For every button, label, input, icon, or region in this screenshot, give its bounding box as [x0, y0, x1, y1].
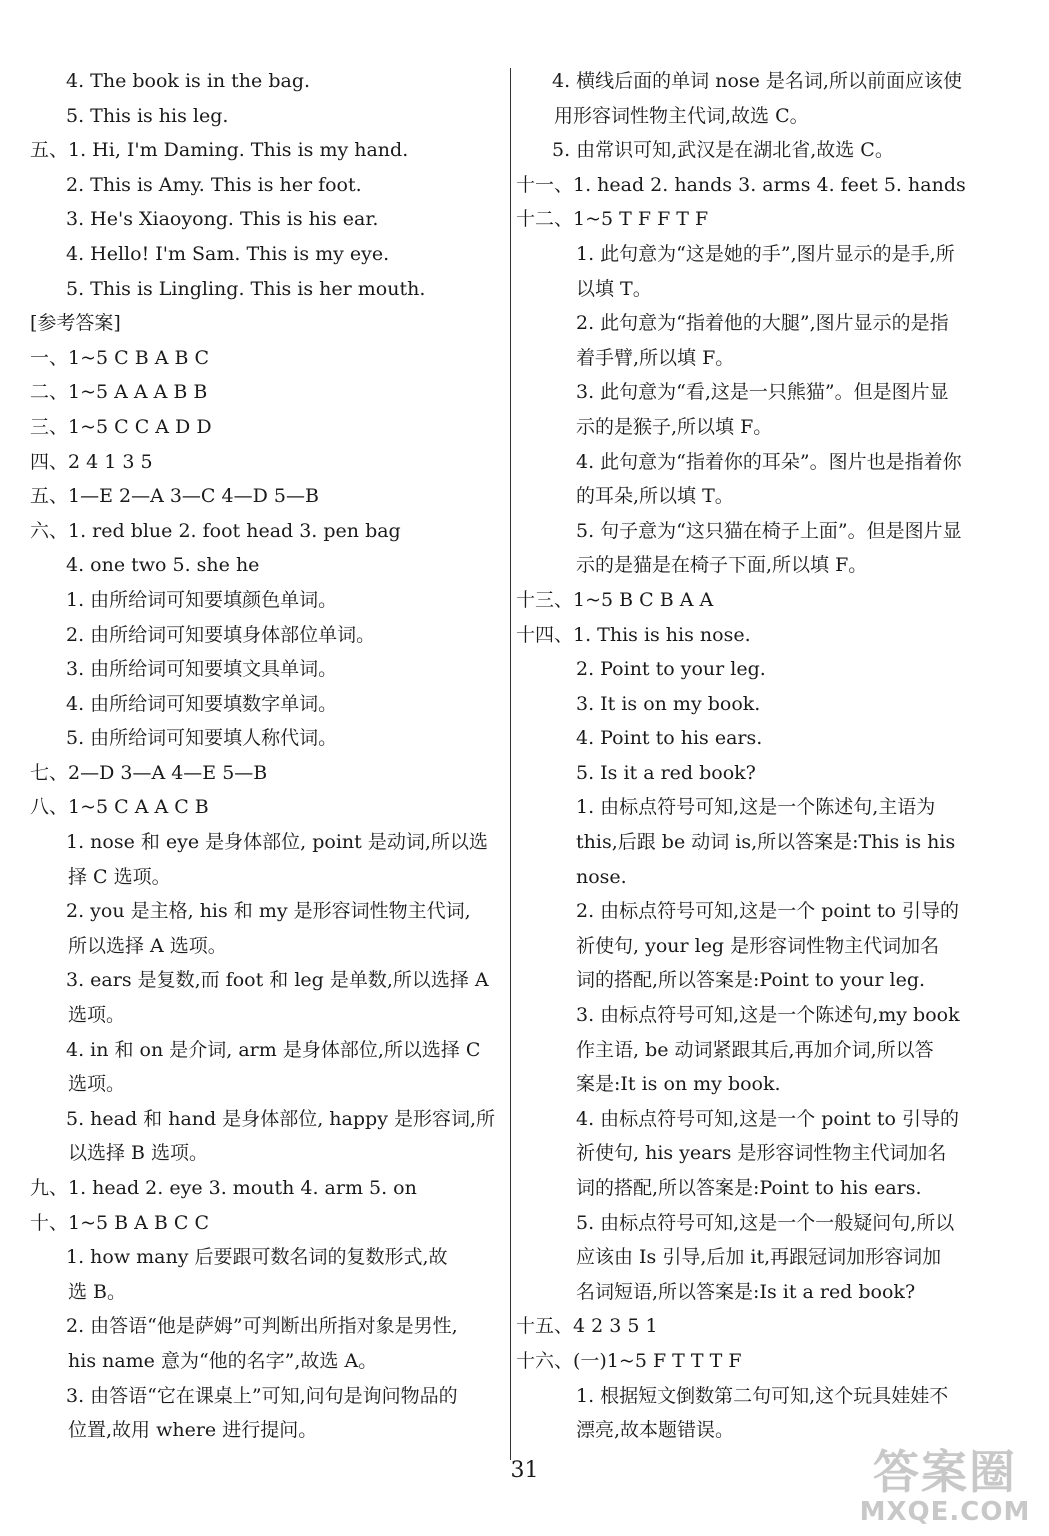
left-line: 2. 由答语“他是萨姆”可判断出所指对象是男性,: [66, 1315, 458, 1338]
left-line: 十、1~5 B A B C C: [30, 1211, 210, 1234]
left-line: 2. you 是主格, his 和 my 是形容词性物主代词,: [66, 900, 471, 923]
right-line: 十一、1. head 2. hands 3. arms 4. feet 5. hands: [516, 173, 966, 196]
watermark-url: MXQE.COM: [859, 1497, 1031, 1527]
right-line: 1. 由标点符号可知,这是一个陈述句,主语为: [576, 796, 936, 819]
right-line: 2. Point to your leg.: [576, 658, 766, 681]
right-line: 2. 此句意为“指着他的大腿”,图片显示的是指: [576, 312, 949, 335]
right-line: 2. 由标点符号可知,这是一个 point to 引导的: [576, 900, 959, 923]
right-line: 5. 句子意为“这只猫在椅子上面”。但是图片显: [576, 519, 962, 542]
right-line: 5. 由标点符号可知,这是一个一般疑问句,所以: [576, 1211, 955, 1234]
left-line: 1. how many 后要跟可数名词的复数形式,故: [66, 1246, 448, 1269]
right-line: 示的是猴子,所以填 F。: [576, 415, 773, 438]
left-line: 六、1. red blue 2. foot head 3. pen bag: [30, 519, 401, 542]
right-line: 十三、1~5 B C B A A: [516, 588, 714, 611]
right-line: 用形容词性物主代词,故选 C。: [554, 104, 809, 127]
right-line: this,后跟 be 动词 is,所以答案是:This is his: [576, 831, 956, 854]
left-line: 5. 由所给词可知要填人称代词。: [66, 727, 338, 750]
watermark-logo: [855, 1446, 1035, 1530]
right-line: 4. 由标点符号可知,这是一个 point to 引导的: [576, 1107, 959, 1130]
right-line: 着手臂,所以填 F。: [576, 346, 735, 369]
right-line: 十二、1~5 T F F T F: [516, 208, 709, 231]
left-line: [参考答案]: [30, 312, 121, 335]
left-line: 五、1. Hi, I'm Daming. This is my hand.: [30, 139, 409, 162]
right-line: 作主语, be 动词紧跟其后,再加介词,所以答: [576, 1038, 934, 1061]
left-line: 四、2 4 1 3 5: [30, 450, 153, 473]
right-line: 名词短语,所以答案是:Is it a red book?: [576, 1280, 916, 1303]
right-line: 词的搭配,所以答案是:Point to his ears.: [576, 1177, 922, 1199]
right-line: 漂亮,故本题错误。: [576, 1419, 735, 1442]
right-line: 应该由 Is 引导,后加 it,再跟冠词加形容词加: [576, 1246, 942, 1269]
right-line: 十四、1. This is his nose.: [516, 623, 751, 646]
left-line: 5. This is his leg.: [66, 104, 229, 127]
right-line: nose.: [576, 865, 627, 888]
right-line: 的耳朵,所以填 T。: [576, 485, 734, 508]
left-line: 3. 由答语“它在课桌上”可知,问句是询问物品的: [66, 1384, 458, 1407]
watermark-title: 答案圈: [873, 1445, 1017, 1499]
left-column: [30, 64, 500, 1448]
right-line: 4. 此句意为“指着你的耳朵”。图片也是指着你: [576, 450, 962, 473]
left-line: his name 意为“他的名字”,故选 A。: [68, 1349, 378, 1372]
left-line: 选项。: [68, 1073, 126, 1096]
left-line: 五、1—E 2—A 3—C 4—D 5—B: [30, 485, 319, 508]
right-line: 以填 T。: [576, 277, 652, 300]
left-line: 三、1~5 C C A D D: [30, 415, 212, 438]
right-line: 1. 根据短文倒数第二句可知,这个玩具娃娃不: [576, 1384, 949, 1407]
right-line: 3. 由标点符号可知,这是一个陈述句,my book: [576, 1004, 960, 1027]
right-line: 4. Point to his ears.: [576, 727, 763, 750]
left-line: 4. 由所给词可知要填数字单词。: [66, 692, 338, 715]
left-line: 5. head 和 hand 是身体部位, happy 是形容词,所: [66, 1107, 496, 1130]
right-line: 示的是猫是在椅子下面,所以填 F。: [576, 554, 868, 577]
left-line: 3. He's Xiaoyong. This is his ear.: [66, 208, 379, 231]
left-line: 1. nose 和 eye 是身体部位, point 是动词,所以选: [66, 831, 488, 854]
left-line: 择 C 选项。: [68, 865, 171, 888]
left-line: 4. one two 5. she he: [66, 554, 260, 577]
left-line: 选项。: [68, 1004, 126, 1027]
left-line: 4. in 和 on 是介词, arm 是身体部位,所以选择 C: [66, 1038, 481, 1061]
right-line: 4. 横线后面的单词 nose 是名词,所以前面应该使: [552, 70, 962, 92]
left-line: 七、2—D 3—A 4—E 5—B: [30, 761, 268, 784]
right-line: 祈使句, your leg 是形容词性物主代词加名: [576, 934, 940, 957]
left-line: 3. 由所给词可知要填文具单词。: [66, 658, 338, 681]
page-number: 31: [510, 1458, 539, 1483]
left-line: 八、1~5 C A A C B: [30, 796, 209, 819]
left-line: 一、1~5 C B A B C: [30, 346, 210, 369]
left-line: 3. ears 是复数,而 foot 和 leg 是单数,所以选择 A: [66, 969, 489, 992]
right-line: 3. 此句意为“看,这是一只熊猫”。但是图片显: [576, 381, 949, 404]
right-line: 3. It is on my book.: [576, 692, 761, 715]
column-divider: [510, 68, 511, 1460]
left-line: 九、1. head 2. eye 3. mouth 4. arm 5. on: [30, 1177, 417, 1199]
left-line: 5. This is Lingling. This is her mouth.: [66, 277, 426, 300]
right-line: 5. Is it a red book?: [576, 761, 756, 784]
right-line: 祈使句, his years 是形容词性物主代词加名: [576, 1142, 947, 1165]
right-line: 词的搭配,所以答案是:Point to your leg.: [576, 969, 926, 992]
right-column: [516, 64, 986, 1448]
left-line: 以选择 B 选项。: [68, 1142, 209, 1165]
left-line: 4. Hello! I'm Sam. This is my eye.: [66, 242, 390, 265]
left-line: 所以选择 A 选项。: [68, 934, 227, 957]
right-line: 5. 由常识可知,武汉是在湖北省,故选 C。: [552, 139, 894, 162]
left-line: 位置,故用 where 进行提问。: [68, 1419, 318, 1442]
left-line: 4. The book is in the bag.: [66, 70, 311, 92]
right-line: 十五、4 2 3 5 1: [516, 1315, 658, 1338]
right-line: 1. 此句意为“这是她的手”,图片显示的是手,所: [576, 242, 955, 265]
left-line: 1. 由所给词可知要填颜色单词。: [66, 588, 338, 611]
left-line: 2. 由所给词可知要填身体部位单词。: [66, 623, 376, 646]
right-line: 十六、(一)1~5 F T T T F: [516, 1349, 742, 1372]
left-line: 选 B。: [68, 1280, 127, 1303]
right-line: 案是:It is on my book.: [576, 1073, 781, 1096]
left-line: 二、1~5 A A A B B: [30, 381, 208, 404]
left-line: 2. This is Amy. This is her foot.: [66, 173, 362, 196]
